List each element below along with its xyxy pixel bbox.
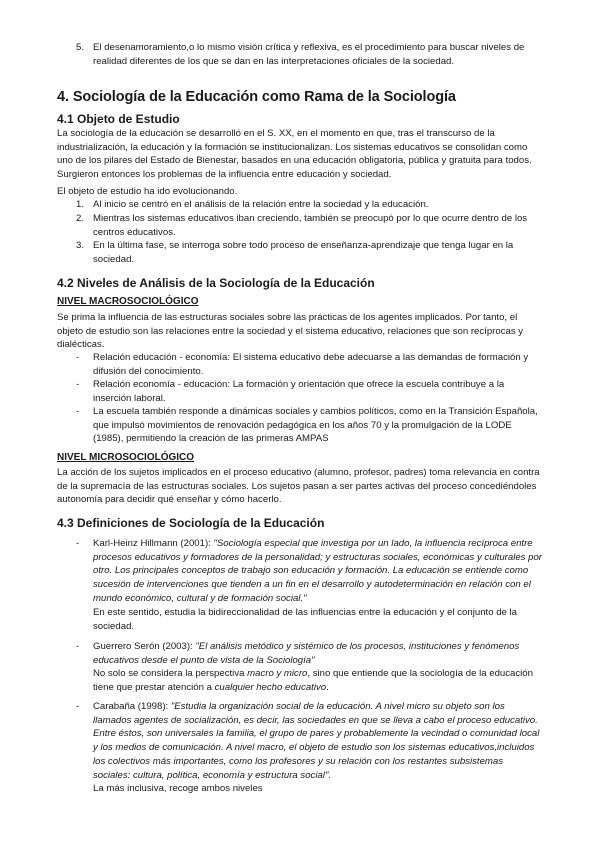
definition-quote: "Estudia la organización social de la educación. A nivel micro su objeto son los llamados agentes de socialización, es decir, las sociedades en que se lleva a cabo el proceso educativo. Entre éstos, son universales la familia, el grupo de pares y probablemente la vecindad o comunidad local y los medios de comunicación. A nivel macro, el objeto de estudio son los sistemas educativos,incluidos los colectivos más importantes, como los profesores y su relación con los restantes subsistemas sociales: cultura, política, economía y estructura social". [93, 701, 540, 781]
note-text: , sino que entiende que la sociología de la educación tiene que prestar atención a [93, 668, 533, 693]
list-item-text: Relación economía - educación: La formación y orientación que ofrece la escuela contribuye a la inserción laboral. [93, 379, 505, 404]
list-item-text: Mientras los sistemas educativos iban creciendo, también se preocupó por lo que ocurre dentro de los centros educativos. [93, 213, 528, 238]
list-number: 5. [76, 42, 85, 53]
subsection-title-4-3: 4.3 Definiciones de Sociología de la Educación [57, 516, 325, 530]
definition-author: Carabaña (1998): [93, 701, 171, 712]
list-number: 2. [76, 213, 85, 224]
bullet-dash: - [76, 701, 80, 712]
note-text: No solo se considera la perspectiva [93, 668, 248, 679]
bullet-dash: - [76, 641, 80, 652]
paragraph: Se prima la influencia de las estructuras sociales sobre las prácticas de los agentes implicados. Por tanto, el objeto de estudio son las relaciones entre la sociedad y el sistema educativo, relaciones que son recíprocas y dialécticas. [57, 312, 524, 351]
bullet-dash: - [76, 352, 80, 363]
definition-author: Karl-Heinz Hillmann (2001): [93, 538, 214, 549]
subsection-title-4-1: 4.1 Objeto de Estudio [57, 112, 180, 126]
definition-carabana [93, 700, 543, 782]
list-item-text: Al inicio se centró en el análisis de la relación entre la sociedad y la educación. [93, 199, 429, 210]
paragraph: La sociología de la educación se desarrolló en el S. XX, en el momento en que, tras el transcurso de la industrialización, la educación y la formación se institucionalizan. Los sistemas educativos se consolidan como uno de los pilares del Estado de Bienestar, basados en una educación obligatoria, pública y gratuita para todos. Surgieron entonces los problemas de la influencia entre educación y sociedad. [57, 128, 532, 181]
level-title-macro: NIVEL MACROSOCIOLÓGICO [57, 296, 199, 307]
definition-note: En este sentido, estudia la bidireccionalidad de las influencias entre la educación y el conjunto de la sociedad. [93, 607, 517, 632]
definition-quote: "Sociología especial que investiga por un lado, la influencia recíproca entre procesos educativos y formadores de la personalidad; y estructuras sociales, económicas y culturales por otro. Los principales conceptos de trabajo son educación y formación. La educación se entiende como sucesión de intervenciones que tienden a un fin en el desarrollo y autodeterminación en relación con el mundo económico, cultural y de formación social." [93, 538, 542, 604]
paragraph: El objeto de estudio ha ido evolucionando. [57, 186, 238, 197]
list-number: 1. [76, 199, 85, 210]
note-emphasis: macro y micro [247, 668, 308, 679]
bullet-dash: - [76, 538, 80, 549]
definition-guerrero [93, 640, 543, 667]
subsection-title-4-2: 4.2 Niveles de Análisis de la Sociología de la Educación [57, 276, 375, 290]
bullet-dash: - [76, 406, 80, 417]
note-text: . [326, 681, 329, 693]
list-item-text: El desenamoramiento,o lo mismo visión crítica y reflexiva, es el procedimiento para buscar niveles de realidad diferentes de los que se dan en las interpretaciones oficiales de la sociedad. [93, 42, 525, 67]
definition-quote: "El análisis metódico y sistémico de los procesos, instituciones y fenómenos educativos desde el punto de vista de la Sociología" [93, 641, 520, 666]
definition-author: Guerrero Serón (2003): [93, 641, 196, 652]
list-number: 3. [76, 240, 85, 251]
level-title-micro: NIVEL MICROSOCIOLÓGICO [57, 452, 195, 463]
bullet-dash: - [76, 379, 80, 390]
paragraph: La acción de los sujetos implicados en el proceso educativo (alumno, profesor, padres) toma relevancia en contra de la supremacía de las estructuras sociales. Los sujetos pasan a ser partes activas del proceso concediéndoles autonomía para decidir qué enseñar y cómo hacerlo. [57, 467, 540, 506]
list-item-text: La escuela también responde a dinámicas sociales y cambios políticos, como en la Transición Española, que impulsó movimientos de renovación pedagógica en los años 70 y la promulgación de la LODE (1985), permitiendo la creación de las primeras AMPAS [93, 406, 538, 445]
note-emphasis: cualquier hecho educativo [214, 681, 327, 693]
list-item-text: Relación educación - economía: El sistema educativo debe adecuarse a las demandas de formación y difusión del conocimiento. [93, 352, 529, 377]
section-title: 4. Sociología de la Educación como Rama de la Sociología [57, 89, 456, 105]
definition-note [93, 667, 543, 694]
list-item-text: En la última fase, se interroga sobre todo proceso de enseñanza-aprendizaje que tenga lugar en la sociedad. [93, 240, 514, 265]
definition-note: La más inclusiva, recoge ambos niveles [93, 783, 263, 794]
definition-hillmann [93, 537, 543, 606]
